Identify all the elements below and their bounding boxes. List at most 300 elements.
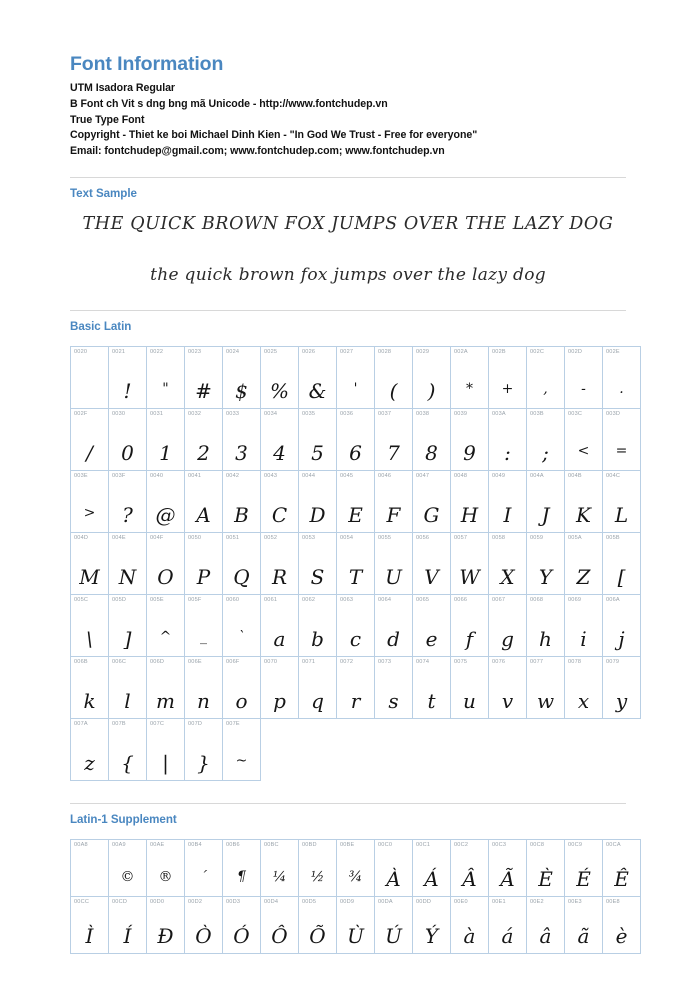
glyph-codepoint-label: 00BC [264,842,279,849]
glyph-codepoint-label: 0079 [606,659,620,666]
glyph-cell[interactable] [413,409,451,471]
glyph-cell[interactable] [603,595,641,657]
glyph-cell-empty [261,719,299,781]
glyph-cell[interactable] [603,840,641,897]
glyph-cell[interactable] [299,471,337,533]
glyph-cell[interactable] [527,409,565,471]
glyph-cell[interactable] [185,897,223,954]
glyph-cell[interactable] [261,595,299,657]
glyph-codepoint-label: 004A [530,473,544,480]
font-metadata-list [70,81,626,159]
glyph-cell[interactable] [603,347,641,409]
glyph-codepoint-label: 0020 [74,349,88,356]
glyph-cell[interactable] [603,657,641,719]
glyph-character: ( [389,379,398,404]
glyph-character: w [536,689,555,714]
glyph-codepoint-label: 00E1 [492,899,506,906]
glyph-character: . [619,381,624,398]
glyph-codepoint-label: 0057 [454,535,468,542]
glyph-cell[interactable] [527,533,565,595]
glyph-cell[interactable] [489,897,527,954]
glyph-cell[interactable] [109,719,147,781]
glyph-table-row [71,471,641,533]
glyph-character: Í [123,924,132,949]
glyph-table-row [71,533,641,595]
glyph-codepoint-label: 0058 [492,535,506,542]
glyph-character: i [580,627,587,652]
glyph-cell[interactable] [147,347,185,409]
glyph-cell[interactable] [603,533,641,595]
glyph-codepoint-label: 0055 [378,535,392,542]
glyph-codepoint-label: 0023 [188,349,202,356]
glyph-codepoint-label: 006A [606,597,620,604]
glyph-cell[interactable] [375,595,413,657]
glyph-cell[interactable] [603,471,641,533]
glyph-codepoint-label: 006C [112,659,127,666]
glyph-codepoint-label: 0068 [530,597,544,604]
glyph-character: Ù [347,924,364,949]
glyph-cell[interactable] [185,719,223,781]
glyph-cell[interactable] [451,840,489,897]
glyph-cell-empty [413,719,451,781]
glyph-cell[interactable] [147,897,185,954]
glyph-cell[interactable] [413,533,451,595]
glyph-character: | [162,751,169,776]
glyph-codepoint-label: 0076 [492,659,506,666]
glyph-codepoint-label: 0050 [188,535,202,542]
glyph-table-basic-latin [70,346,641,781]
glyph-character: ½ [310,869,325,886]
glyph-codepoint-label: 00D3 [226,899,241,906]
glyph-codepoint-label: 0028 [378,349,392,356]
glyph-cell[interactable] [261,840,299,897]
glyph-codepoint-label: 006F [226,659,240,666]
glyph-character: K [576,503,591,528]
glyph-cell[interactable] [451,409,489,471]
glyph-character: ® [158,869,173,886]
glyph-cell[interactable] [185,595,223,657]
glyph-character: ¼ [272,869,287,886]
glyph-character: j [618,627,625,652]
glyph-cell[interactable] [565,657,603,719]
glyph-codepoint-label: 006D [150,659,165,666]
glyph-cell[interactable] [375,657,413,719]
glyph-cell[interactable] [337,347,375,409]
glyph-cell[interactable] [565,595,603,657]
glyph-cell[interactable] [565,409,603,471]
glyph-character: 6 [349,441,362,466]
glyph-codepoint-label: 0031 [150,411,164,418]
glyph-cell[interactable] [147,471,185,533]
glyph-codepoint-label: 00C2 [454,842,469,849]
glyph-codepoint-label: 0056 [416,535,430,542]
glyph-cell[interactable] [337,533,375,595]
glyph-character: Õ [309,924,326,949]
glyph-cell[interactable] [489,409,527,471]
glyph-character: < [577,443,590,460]
glyph-cell[interactable] [261,409,299,471]
glyph-character: ã [577,924,590,949]
glyph-character: P [196,565,211,590]
glyph-cell[interactable] [71,657,109,719]
section-heading-basic-latin: Basic Latin [70,320,132,334]
glyph-codepoint-label: 00D5 [302,899,317,906]
document-content [70,52,629,954]
glyph-character: p [273,689,286,714]
glyph-codepoint-label: 0074 [416,659,430,666]
glyph-character: h [539,627,552,652]
glyph-character: ¶ [237,869,246,886]
glyph-cell[interactable] [109,657,147,719]
glyph-codepoint-label: 0063 [340,597,354,604]
glyph-cell[interactable] [261,347,299,409]
glyph-cell[interactable] [223,897,261,954]
glyph-character: ` [238,629,245,646]
glyph-table-body [71,347,641,781]
glyph-character: k [83,689,96,714]
glyph-cell[interactable] [147,533,185,595]
glyph-cell[interactable] [185,657,223,719]
glyph-cell[interactable] [223,347,261,409]
glyph-cell[interactable] [71,471,109,533]
glyph-codepoint-label: 0059 [530,535,544,542]
glyph-character: © [120,869,135,886]
glyph-codepoint-label: 00A8 [74,842,88,849]
page-title: Font Information [70,53,224,75]
glyph-character: z [84,751,95,776]
glyph-cell[interactable] [451,471,489,533]
glyph-cell[interactable] [527,595,565,657]
glyph-cell[interactable] [109,533,147,595]
glyph-codepoint-label: 0073 [378,659,392,666]
glyph-codepoint-label: 00C1 [416,842,431,849]
glyph-character: E [348,503,363,528]
glyph-cell[interactable] [527,347,565,409]
glyph-table-body [71,840,641,954]
glyph-character: ' [353,381,358,398]
glyph-cell[interactable] [527,897,565,954]
glyph-codepoint-label: 004E [112,535,126,542]
glyph-codepoint-label: 0040 [150,473,164,480]
glyph-codepoint-label: 006E [188,659,202,666]
glyph-cell[interactable] [489,533,527,595]
glyph-character: ] [123,627,132,652]
glyph-character: O [157,565,174,590]
glyph-character: } [197,751,210,776]
glyph-table-row [71,595,641,657]
glyph-cell[interactable] [147,719,185,781]
glyph-codepoint-label: 00D4 [264,899,279,906]
glyph-codepoint-label: 0054 [340,535,354,542]
glyph-character: Â [462,867,477,892]
glyph-cell[interactable] [71,533,109,595]
glyph-codepoint-label: 007E [226,721,240,728]
glyph-cell[interactable] [261,897,299,954]
glyph-cell[interactable] [71,347,109,409]
glyph-cell[interactable] [413,595,451,657]
glyph-cell[interactable] [451,533,489,595]
glyph-codepoint-label: 0067 [492,597,506,604]
glyph-cell[interactable] [489,657,527,719]
glyph-cell[interactable] [185,347,223,409]
glyph-codepoint-label: 002E [606,349,620,356]
glyph-codepoint-label: 007C [150,721,165,728]
glyph-codepoint-label: 00BD [302,842,317,849]
glyph-cell[interactable] [565,897,603,954]
glyph-character: r [350,689,361,714]
glyph-cell[interactable] [603,897,641,954]
glyph-character: D [309,503,326,528]
glyph-cell[interactable] [109,595,147,657]
glyph-table-row [71,719,641,781]
glyph-character: Ð [157,924,174,949]
glyph-codepoint-label: 007A [74,721,88,728]
glyph-cell[interactable] [527,840,565,897]
glyph-cell[interactable] [413,657,451,719]
glyph-cell[interactable] [375,471,413,533]
glyph-codepoint-label: 0045 [340,473,354,480]
glyph-cell[interactable] [223,533,261,595]
glyph-cell[interactable] [451,897,489,954]
glyph-cell[interactable] [299,657,337,719]
glyph-codepoint-label: 00C3 [492,842,507,849]
glyph-codepoint-label: 0032 [188,411,202,418]
glyph-cell[interactable] [527,471,565,533]
glyph-cell[interactable] [261,657,299,719]
glyph-cell[interactable] [71,897,109,954]
glyph-cell[interactable] [565,840,603,897]
glyph-table-row [71,897,641,954]
glyph-cell[interactable] [337,657,375,719]
glyph-cell[interactable] [109,347,147,409]
glyph-codepoint-label: 0049 [492,473,506,480]
glyph-cell[interactable] [223,657,261,719]
glyph-cell-empty [489,719,527,781]
glyph-codepoint-label: 0052 [264,535,278,542]
glyph-cell[interactable] [147,657,185,719]
glyph-cell[interactable] [223,719,261,781]
glyph-cell[interactable] [223,409,261,471]
glyph-cell[interactable] [185,533,223,595]
glyph-codepoint-label: 003C [568,411,583,418]
glyph-cell-empty [375,719,413,781]
glyph-cell[interactable] [299,347,337,409]
glyph-cell[interactable] [451,657,489,719]
glyph-character: f [465,627,474,652]
glyph-character: è [615,924,628,949]
glyph-character: É [576,867,591,892]
glyph-cell[interactable] [109,471,147,533]
glyph-character: c [349,627,362,652]
glyph-codepoint-label: 0061 [264,597,278,604]
font-metadata-line: True Type Font [70,113,145,126]
glyph-character: $ [235,379,248,404]
glyph-cell[interactable] [147,409,185,471]
glyph-codepoint-label: 0066 [454,597,468,604]
glyph-codepoint-label: 005C [74,597,89,604]
glyph-codepoint-label: 0062 [302,597,316,604]
glyph-cell[interactable] [527,657,565,719]
glyph-cell[interactable] [565,533,603,595]
glyph-character: [ [617,565,626,590]
glyph-character: u [463,689,476,714]
glyph-codepoint-label: 0024 [226,349,240,356]
glyph-cell[interactable] [337,595,375,657]
glyph-cell[interactable] [299,595,337,657]
glyph-character: 0 [121,441,134,466]
glyph-codepoint-label: 005D [112,597,127,604]
glyph-cell[interactable] [109,409,147,471]
glyph-table-row [71,657,641,719]
glyph-cell[interactable] [565,347,603,409]
glyph-codepoint-label: 003D [606,411,621,418]
glyph-character: / [86,441,93,466]
glyph-cell[interactable] [71,409,109,471]
glyph-cell[interactable] [299,840,337,897]
glyph-cell[interactable] [299,897,337,954]
glyph-character: % [269,379,289,404]
glyph-cell[interactable] [337,897,375,954]
glyph-cell[interactable] [223,471,261,533]
glyph-character: : [504,441,511,466]
glyph-character: l [124,689,131,714]
glyph-character: M [79,565,100,590]
glyph-codepoint-label: 0037 [378,411,392,418]
glyph-cell[interactable] [375,533,413,595]
glyph-character: á [501,924,514,949]
glyph-cell[interactable] [109,840,147,897]
glyph-cell[interactable] [489,471,527,533]
glyph-table-row [71,347,641,409]
glyph-codepoint-label: 00C9 [568,842,583,849]
glyph-codepoint-label: 005F [188,597,202,604]
glyph-character: \ [86,627,93,652]
glyph-cell[interactable] [413,471,451,533]
glyph-character: W [459,565,480,590]
glyph-character: e [425,627,438,652]
glyph-cell[interactable] [413,897,451,954]
glyph-cell[interactable] [489,840,527,897]
glyph-cell[interactable] [451,347,489,409]
glyph-cell[interactable] [147,595,185,657]
glyph-cell[interactable] [185,471,223,533]
glyph-character: Ô [271,924,288,949]
glyph-cell[interactable] [375,347,413,409]
glyph-character: Q [233,565,250,590]
glyph-character: ? [122,503,133,528]
font-metadata-line: B Font ch Vit s dng bng mã Unicode - http://www.fontchudep.vn [70,97,388,110]
glyph-codepoint-label: 0030 [112,411,126,418]
glyph-codepoint-label: 0069 [568,597,582,604]
glyph-character: v [501,689,514,714]
glyph-cell[interactable] [223,840,261,897]
glyph-character: > [83,505,96,522]
glyph-cell[interactable] [109,897,147,954]
glyph-codepoint-label: 003B [530,411,544,418]
glyph-cell[interactable] [71,595,109,657]
glyph-codepoint-label: 00E0 [454,899,468,906]
font-information-block [70,52,626,159]
glyph-codepoint-label: 0029 [416,349,430,356]
glyph-cell[interactable] [261,533,299,595]
glyph-cell[interactable] [489,347,527,409]
glyph-cell[interactable] [413,840,451,897]
glyph-character: ¾ [348,869,363,886]
glyph-codepoint-label: 00BE [340,842,355,849]
glyph-cell[interactable] [451,595,489,657]
glyph-cell-empty [337,719,375,781]
glyph-character: - [581,381,586,398]
glyph-character: J [541,503,550,528]
glyph-cell[interactable] [565,471,603,533]
glyph-codepoint-label: 0060 [226,597,240,604]
glyph-character: ! [123,379,132,404]
glyph-codepoint-label: 00DA [378,899,393,906]
glyph-codepoint-label: 00CD [112,899,128,906]
glyph-cell[interactable] [223,595,261,657]
glyph-codepoint-label: 0033 [226,411,240,418]
glyph-character: Ã [500,867,515,892]
glyph-cell[interactable] [261,471,299,533]
glyph-codepoint-label: 0077 [530,659,544,666]
glyph-codepoint-label: 0047 [416,473,430,480]
glyph-character: 1 [159,441,172,466]
glyph-cell[interactable] [413,347,451,409]
glyph-codepoint-label: 0026 [302,349,316,356]
glyph-cell[interactable] [337,471,375,533]
glyph-table-row [71,840,641,897]
glyph-character: I [503,503,512,528]
glyph-codepoint-label: 002F [74,411,88,418]
glyph-cell[interactable] [185,409,223,471]
glyph-codepoint-label: 005A [568,535,582,542]
glyph-cell[interactable] [299,533,337,595]
glyph-codepoint-label: 00D0 [150,899,165,906]
glyph-cell[interactable] [337,409,375,471]
glyph-character: 2 [197,441,210,466]
sample-uppercase: THE QUICK BROWN FOX JUMPS OVER THE LAZY DOG [82,214,614,235]
glyph-character: à [463,924,476,949]
glyph-cell[interactable] [375,409,413,471]
glyph-character: = [615,443,628,460]
glyph-codepoint-label: 006B [74,659,88,666]
glyph-codepoint-label: 0064 [378,597,392,604]
glyph-table-row [71,409,641,471]
glyph-cell[interactable] [375,897,413,954]
glyph-codepoint-label: 0034 [264,411,278,418]
glyph-cell[interactable] [71,840,109,897]
glyph-cell[interactable] [603,409,641,471]
glyph-character: X [500,565,515,590]
font-metadata-line: Email: fontchudep@gmail.com; www.fontchudep.com; www.fontchudep.vn [70,144,445,157]
glyph-codepoint-label: 002A [454,349,468,356]
glyph-cell[interactable] [299,409,337,471]
glyph-cell[interactable] [375,840,413,897]
glyph-codepoint-label: 00D2 [188,899,203,906]
glyph-codepoint-label: 00A9 [112,842,126,849]
glyph-cell[interactable] [489,595,527,657]
glyph-character: m [156,689,175,714]
glyph-cell[interactable] [337,840,375,897]
glyph-character: ^ [159,629,172,646]
glyph-cell[interactable] [147,840,185,897]
glyph-cell[interactable] [185,840,223,897]
glyph-codepoint-label: 004D [74,535,89,542]
glyph-codepoint-label: 004C [606,473,621,480]
glyph-character: G [423,503,440,528]
glyph-character: { [121,751,134,776]
glyph-cell[interactable] [71,719,109,781]
